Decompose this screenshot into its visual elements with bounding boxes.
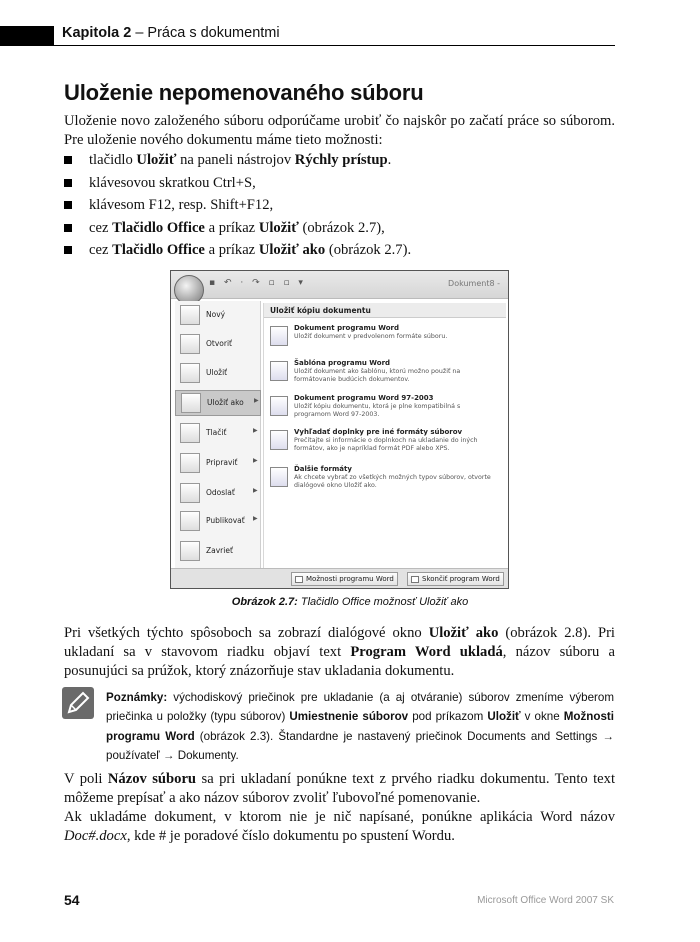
section-label: Práca s dokumentmi	[147, 25, 280, 41]
save-as-icon	[181, 393, 201, 413]
menu-item-label: Odoslať	[206, 488, 235, 497]
word-97-icon	[270, 396, 288, 416]
list-item: tlačidlo Uložiť na paneli nástrojov Rýchly prístup.	[64, 151, 615, 174]
title-bar	[171, 271, 508, 299]
footer-book-title: Microsoft Office Word 2007 SK	[477, 895, 614, 906]
office-menu-left-pane	[175, 301, 261, 569]
addins-icon	[270, 430, 288, 450]
caption-text: Tlačidlo Office možnosť Uložiť ako	[297, 596, 469, 608]
menu-item-label: Nový	[206, 310, 226, 319]
close-folder-icon	[180, 541, 200, 561]
printer-icon	[180, 423, 200, 443]
pencil-note-icon	[62, 687, 94, 719]
menu-item-label: Uložiť ako	[207, 398, 244, 407]
exit-icon	[411, 576, 419, 583]
menu-item-label: Tlačiť	[206, 428, 227, 437]
publish-icon	[180, 511, 200, 531]
exit-word-button[interactable]	[407, 572, 504, 586]
header-bar	[0, 26, 54, 46]
option-title: Dokument programu Word	[294, 324, 399, 332]
bullet-square-icon	[64, 179, 72, 187]
save-as-submenu	[263, 303, 506, 568]
word-options-label: Možnosti programu Word	[306, 575, 394, 583]
header-rule	[54, 45, 615, 46]
submenu-header: Uložiť kópiu dokumentu	[264, 303, 506, 318]
menu-item-publish[interactable]	[175, 509, 261, 535]
options-icon	[295, 576, 303, 583]
note-label: Poznámky:	[106, 691, 168, 704]
menu-item-save[interactable]	[175, 361, 261, 387]
caption-label: Obrázok 2.7:	[231, 596, 298, 608]
save-options-list	[64, 151, 615, 264]
menu-item-send[interactable]	[175, 481, 261, 507]
option-title: Vyhľadať doplnky pre iné formáty súborov	[294, 428, 463, 436]
word-document-icon	[270, 326, 288, 346]
menu-item-print[interactable]	[175, 421, 261, 447]
option-description: Uložiť dokument v predvolenom formáte súboru.	[294, 333, 448, 340]
chapter-label: Kapitola 2	[62, 25, 132, 41]
paragraph-file-name: V poli Názov súboru sa pri ukladaní ponúkne text z prvého riadku dokumentu. Tento text môžeme prepísať a ako názov súborov zvoliť ľubovoľné pomenovanie.	[64, 771, 616, 806]
word-options-button[interactable]	[291, 572, 398, 586]
bullet-square-icon	[64, 156, 72, 164]
menu-item-label: Pripraviť	[206, 458, 238, 467]
option-description: Ak chcete vybrať zo všetkých možných typov súborov, otvorte dialógové okno Uložiť ako.	[294, 474, 491, 489]
section-title: Uloženie nepomenovaného súboru	[64, 80, 424, 105]
list-item: cez Tlačidlo Office a príkaz Uložiť (obrázok 2.7),	[64, 219, 615, 242]
menu-item-label: Otvoriť	[206, 339, 232, 348]
bullet-square-icon	[64, 224, 72, 232]
menu-item-new[interactable]	[175, 303, 261, 329]
figure-caption	[0, 596, 700, 608]
send-icon	[180, 483, 200, 503]
word-template-icon	[270, 361, 288, 381]
menu-item-close[interactable]	[175, 539, 261, 565]
office-menu-screenshot	[170, 270, 509, 589]
submenu-arrow-icon: ▶	[253, 515, 258, 522]
document-title: Dokument8 -	[448, 279, 500, 288]
option-title: Šablóna programu Word	[294, 359, 391, 367]
list-item: klávesovou skratkou Ctrl+S,	[64, 174, 615, 197]
header-separator: –	[131, 25, 148, 41]
bullet-square-icon	[64, 201, 72, 209]
submenu-arrow-icon: ▶	[254, 397, 259, 404]
submenu-arrow-icon: ▶	[253, 457, 258, 464]
option-description: Uložiť dokument ako šablónu, ktorú možno použiť na formátovanie budúcich dokumentov.	[294, 368, 461, 383]
option-title: Ďalšie formáty	[294, 465, 352, 473]
paragraph-save-dialog: Pri všetkých týchto spôsoboch sa zobrazí dialógové okno Uložiť ako (obrázok 2.8). Pri ukladaní sa v stavovom riadku objaví text Program Word ukladá, názov súboru a posunujúci sa prúžok, ktorý znázorňuje stav ukladania dokumentu.	[64, 625, 615, 679]
running-header	[62, 25, 280, 41]
note-box: Poznámky: východiskový priečinok pre ukladanie (a aj otváranie) súborov zmeníme výberom priečinka u položky (typu súborov) Umiestnenie súborov pod príkazom Uložiť v okne Možnosti programu Word (obrázok 2.3). Štandardne je nastavený priečinok Documents and Settings → používateľ → Dokumenty.	[106, 691, 614, 762]
menu-item-label: Publikovať	[206, 516, 245, 525]
menu-footer	[171, 568, 508, 588]
list-item: cez Tlačidlo Office a príkaz Uložiť ako (obrázok 2.7).	[64, 241, 615, 264]
new-document-icon	[180, 305, 200, 325]
option-description: Prečítajte si informácie o doplnkoch na ukladanie do iných formátov, ako je napríklad formát PDF alebo XPS.	[294, 437, 478, 452]
intro-paragraph: Uloženie novo založeného súboru odporúčame urobiť čo najskôr po začatí práce so súborom. Pre uloženie nového dokumentu máme tieto možnosti:	[64, 113, 615, 148]
option-description: Uložiť kópiu dokumentu, ktorá je plne kompatibilná s programom Word 97-2003.	[294, 403, 461, 418]
save-disk-icon	[180, 363, 200, 383]
page-number: 54	[64, 892, 80, 908]
quick-access-toolbar[interactable]: ▪ ↶ · ↷ ▫ ▫ ▾	[209, 278, 306, 288]
exit-word-label: Skončiť program Word	[422, 575, 500, 583]
other-formats-icon	[270, 467, 288, 487]
menu-item-prepare[interactable]	[175, 451, 261, 477]
menu-item-save-as[interactable]	[175, 390, 261, 416]
option-title: Dokument programu Word 97-2003	[294, 394, 434, 402]
bullet-square-icon	[64, 246, 72, 254]
submenu-arrow-icon: ▶	[253, 487, 258, 494]
menu-item-label: Zavrieť	[206, 546, 233, 555]
open-folder-icon	[180, 334, 200, 354]
submenu-arrow-icon: ▶	[253, 427, 258, 434]
list-item: klávesom F12, resp. Shift+F12,	[64, 196, 615, 219]
menu-item-open[interactable]	[175, 332, 261, 358]
paragraph-default-name: Ak ukladáme dokument, v ktorom nie je nič napísané, ponúkne aplikácia Word názov Doc#.docx, kde # je poradové číslo dokumentu po spustení Wordu.	[64, 809, 615, 844]
menu-item-label: Uložiť	[206, 368, 228, 377]
prepare-icon	[180, 453, 200, 473]
